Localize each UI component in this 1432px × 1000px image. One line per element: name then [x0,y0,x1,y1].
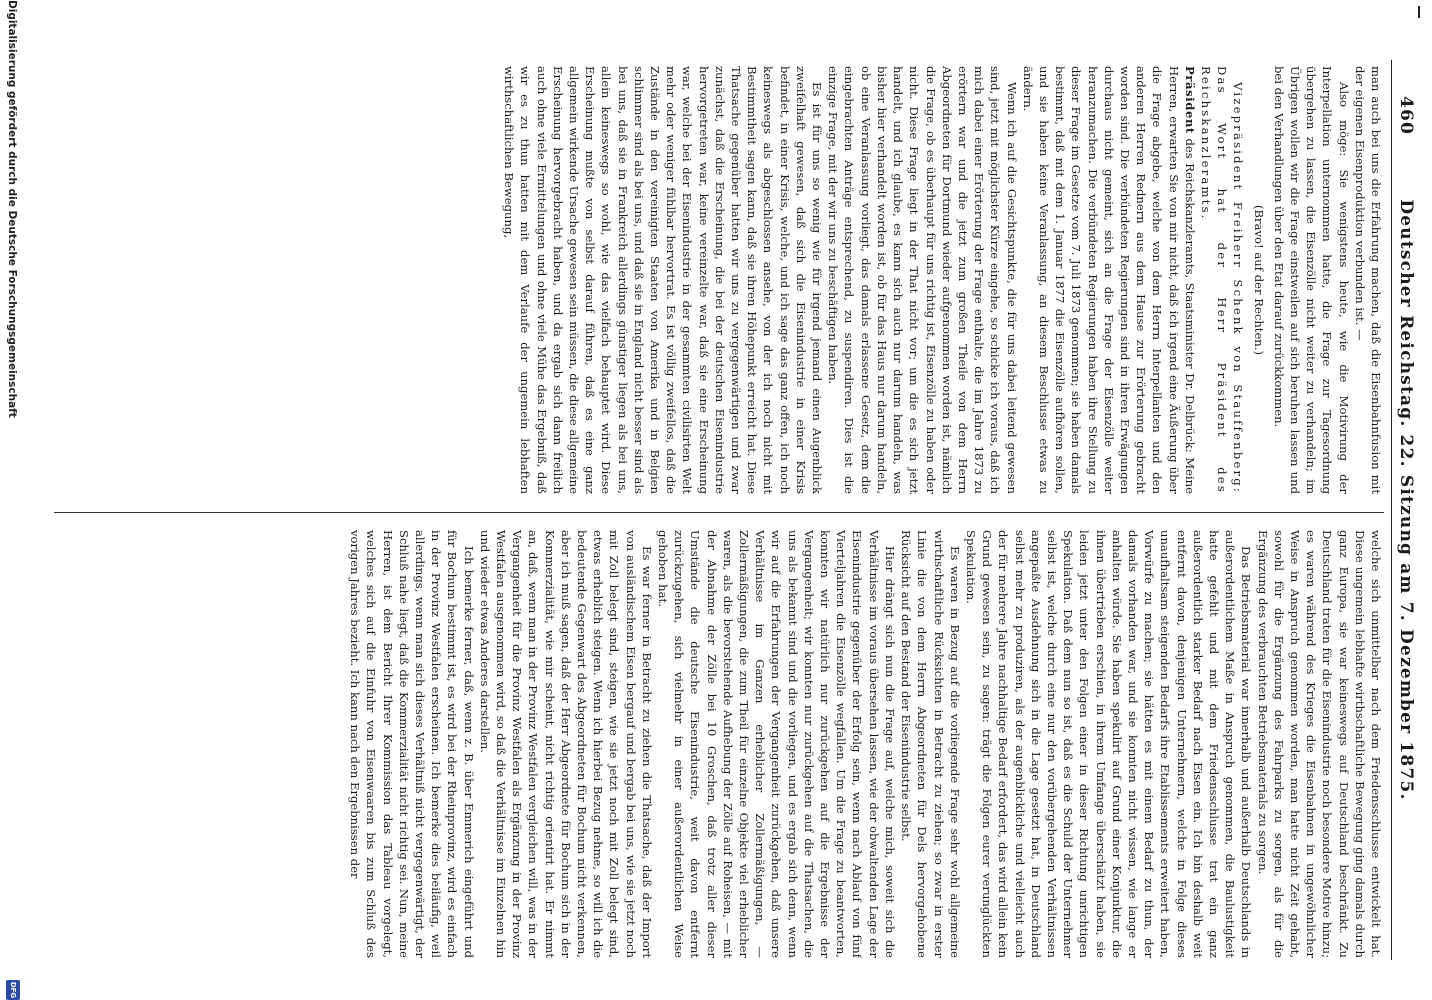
paragraph: Es ist für uns so wenig wie für irgend jemand einen Augenblick zweifelhaft gewesen, daß sich die Eisenindustrie in einer Krisis befindet, in einer Krisis, welche, und ich sage das ganz offen, ich noch keineswegs als abgeschlossen ansehe, von der ich noch nicht mit Bestimmtheit sagen kann, daß sie ihren Höhepunkt erreicht hat. Diese Thatsache gegenüber hatten wir uns zu vergegenwärtigen und zwar zunächst, daß die Erscheinung, die bei der deutschen Eisenindustrie hervorgetreten war, keine vereinzelte war, daß sie eine Erscheinung war, welche bei der Eisenindustrie in der gesammten civilisirten Welt mehr oder weniger fühlbar hervortrat. Es ist völlig zweifellos, daß die Zustände in den vereinigten Staaten von Amerika und in Belgien schlimmer sind als bei uns, und daß sie in England nicht besser sind als bei uns, daß sie in Frankreich allerdings günstiger liegen als bei uns, allein keineswegs so wohl, wie das vielfach behauptet wird. Diese Erscheinung mußte von selbst darauf führen, daß es eine ganz allgemein wirkende Ursache gewesen sein müssen, die diese allgemeine Erscheinung hervorgebracht haben, und da ergab sich dann freilich auch ohne viele Ermittelungen und ohne viele Mühe das Ergebniß, daß wir es zu thun hatten mit dem Verlaufe der ungemein lebhaften wirthschaftlichen Bewegung, [502,66,825,494]
page-footer [2,0,20,1000]
paragraph: Wenn ich auf die Gesichtspunkte, die für uns dabei leitend gewesen sind, jetzt mit möglichster Kürze eingehe, so schicke ich voraus, daß ich mich dabei einer Erörterung der Frage enthalte, die im Jahre 1873 zu erörtern war und die jetzt zum großen Theile von dem Herrn Abgeordneten für Dortmund wieder aufgenommen worden ist, nämlich die Frage, ob es überhaupt für uns richtig ist, Eisenzölle zu haben oder nicht. Diese Frage liegt in der That nicht vor; um die es sich jetzt handelt, und ich glaube, es kann sich auch nur darum handeln, was bisher hier verhandelt worden ist, ob für das Haus nur darum handeln, ob eine Veranlassung vorliegt, das damals erlassene Gesetz, dem die eingebrachten Anträge entsprechend, zu suspendiren. Dies ist die einzige Frage, mit der wir uns zu beschäftigen haben. [826,66,1019,494]
paragraph [1020,66,1198,494]
paragraph: Also möge: Sie wenigstens heute, wie die Motivirung der Interpellation unternommen hatte, die Frage zur Tagesordnung übergehen zu lassen, die Eisenzölle nicht weiter zu verhandeln; im Übrigen wollen wir die Frage einstweilen auf sich beruhen lassen und bei den Verhandlungen über den Etat darauf zurückkommen. [1271,66,1351,494]
footer-credit: Digitalisierung gefördert durch die Deutsche Forschungsgemeinschaft [6,0,18,418]
right-column [54,530,1384,958]
left-column [54,66,1384,494]
paragraph: (Bravo! auf der Rechten.) [1251,205,1266,355]
paragraph: Das Betriebsmaterial war innerhalb und außerhalb Deutschlands in außerordentlichem Maße in Anspruch genommen, die Baulustigkeit hatte gefehlt und mit dem Friedensschlusse trat ein ganz außerordentlich starker Bedarf nach Eisen ein. Ich bin deshalb weit entfernt davon, denjenigen Unternehmern, welche in Folge dieses unaufhaltsam steigenden Bedarfs ihre Etablissements erweitert haben, Vorwürfe zu machen; sie hätten es mit einem Bedarf zu thun, der damals vorhanden war, und sie konnten nicht wissen, wie lange er anhalten würde. Sie haben spekulirt auf Grund einer Konjunktur, die ihnen übertrieben erschien, in ihrem Umfange überschätzt haben, sie leiden jetzt unter den Folgen einer in dieser Richtung unrichtigen Spekulation. Daß dem nun so ist, daß es die Schuld der Unternehmer selbst ist, welche durch eine nur den vorübergehenden Verhältnissen angepaßte Ausdehnung sich in die Lage gesetzt hat, in Deutschland selbst mehr zu produziren, als der augenblickliche und vielleicht auch der für mehrere Jahre nachhaltige Bedarf erfordert, das wird allein kein Grund gewesen sein, zu sagen: trägt die Folgen eurer verunglückten Spekulation. [963,530,1254,958]
paragraph: Hier drängt sich nun die Frage auf, welche mich, soweit sich die Verhältnisse im voraus übersehen lassen, wie der obwaltenden Lage der Eisenindustrie gegenüber der Erfolg sein, wenn nach Ablauf von fünf Vierteljahren die Eisenzölle wegfallen. Um die Frage zu beantworten, konnten wir natürlich nur zurückgehen auf die Ergebnisse der Vergangenheit; wir konnten nur zurückgehen auf die Thatsachen, die uns als bekannt sind und die vorliegen, und es ergab sich denn, wenn wir auf die Erfahrungen der Vergangenheit zurückgehen, daß unsere Verhältnisse im Ganzen erheblicher Zollermäßigungen, — Zollermäßigungen, die zum Theil für einzelne Objekte viel erheblicher waren, als die bevorstehende Aufhebung der Zölle auf Roheisen, — mit der Abnahme der Zölle bei 10 Groschen, daß trotz aller dieser Umstände die deutsche Eisenindustrie, weit davon entfernt zurückzugehen, sich vielmehr in einer außerordentlichen Weise gehoben hat. [656,530,897,958]
paragraph: man auch bei uns die Erfahrung machen, daß die Eisenbahnfusion mit der eigenen Eisenproduktion verbunden ist. — [1352,66,1383,494]
scan-mark [1418,6,1420,18]
paragraph: Vizepräsident Freiherr Schenk von Stauffenberg: Das Wort hat der Herr Präsident des Reichskanzleramts. [1198,66,1246,494]
speaker-name: Präsident [1182,66,1197,134]
dfg-logo: DFG [6,980,20,1000]
header-rule [1391,60,1392,960]
page-number: 460 [1396,96,1416,136]
running-title: Deutscher Reichstag. 22. Sitzung am 7. Dezember 1875. [1396,199,1416,801]
paragraph: Es war ferner in Betracht zu ziehen die Thatsache, daß der Import von ausländischem Eisen bergauf und bergab bei uns, wie sie jetzt noch mit Zoll belegt sind, steigen, wie sie jetzt noch mit Zoll belegt sind, etwas erheblich steigen. Wenn ich hierbei Bezug nehme, so will ich die bedeutende Gegenwart des Abgeordneten für Bochum nicht verkennen, aber ich muß sagen, daß der Herr Abgeordnete für Bochum sich in der Kommerzialität, wie mir scheint, nicht richtig orientirt hat. Er nimmt an, daß, wenn man in der Provinz Westfalen vergleichen will, was in der Vergangenheit für die Provinz Westfalen als Ergänzung in der Provinz Westfalen ausgenommen wird, so daß die Verhältnisse im Einzelnen hin und wieder etwas Anderes darstellen. [477,530,654,958]
paragraph: Ich bemerke ferner, daß, wenn z. B. über Emmerich eingeführt und für Bochum bestimmt ist, es wird bei der Rheinprovinz, wird es einfach in der Provinz Westfalen erscheinen. Ich bemerke dies beiläufig, weil allerdings, wenn man sich dieses Verhältniß nicht vergegenwärtigt, der Schluß nahe liegt, daß die Kommerzialität nicht richtig sei. Nun, meine Herren, ist dem Bericht Ihrer Kommission das Tableau vorgelegt, welches sich auf die Einfuhr von Eisenwaaren bis zum Schluß des vorigen Jahres bezieht. Ich kann nach den Ergebnissen der [348,530,476,958]
column-divider [54,512,1384,513]
page-header [1392,36,1418,964]
speech-text: des Reichskanzleramts, Staatsminister Dr. Delbrück: Meine Herren, erwarten Sie von mir nicht, daß ich irgend eine Äußerung über die Frage abgebe, welche von dem Herrn Interpellanten und den anderen Herren Rednern aus dem Hause zur Erörterung gebracht worden sind. Die verbündeten Regierungen sind in ihren Erwägungen durchaus nicht gemeint, sich an die Frage der Eisenzölle weiter heranzumachen. Die verbündeten Regierungen haben ihre Stellung zu dieser Frage im Gesetze vom 7. Juli 1873 genommen; sie haben damals bestimmt, daß mit dem 1. Januar 1877 die Eisenzölle aufhören sollen, und sie haben keine Veranlassung, an diesem Beschlusse etwas zu ändern. [1020,66,1197,494]
paragraph: welche sich unmittelbar nach dem Friedensschlusse entwickelt hat. Diese ungemein lebhafte wirthschaftliche Bewegung ging damals durch ganz Europa, sie war keineswegs auf Deutschland beschränkt. Zu Deutschland traten für die Eisenindustrie noch besondere Motive hinzu; es waren während des Krieges die Eisenbahnen in ungewöhnlicher Weise in Anspruch genommen worden, man hatte nicht Zeit gehabt, sowohl für die Ergänzung des Fahrparks zu sorgen, als für die Ergänzung des verbrauchten Betriebsmaterials zu sorgen. [1255,530,1383,958]
paragraph: Es waren in Bezug auf die vorliegende Frage sehr wohl allgemeine wirthschaftliche Rücksichten in Betracht zu ziehen; so zwar in erster Linie die von dem Herrn Abgeordneten für Dels hervorgehobene Rücksicht auf den Bestand der Eisenindustrie selbst. [899,530,962,958]
